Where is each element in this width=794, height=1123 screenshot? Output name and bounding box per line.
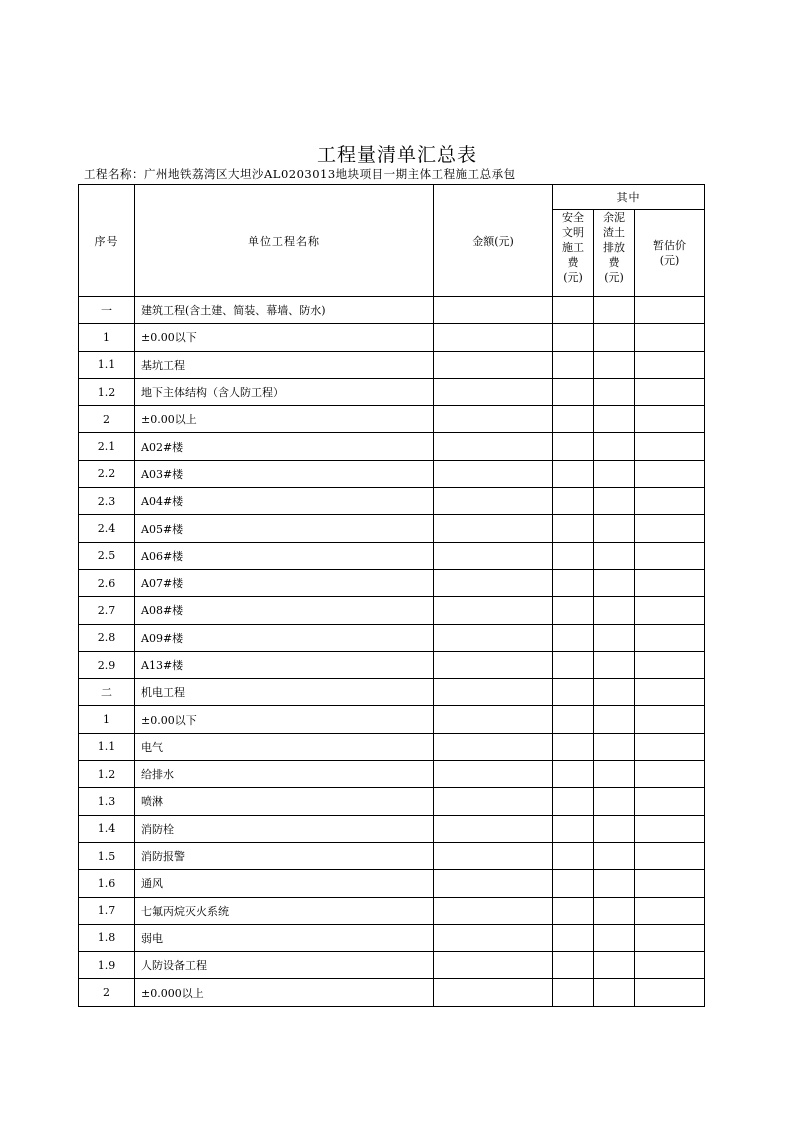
cell-provisional (635, 624, 705, 651)
cell-amount (434, 979, 553, 1006)
table-row (79, 433, 705, 460)
cell-seq: 1 (79, 324, 135, 351)
cell-unit-name: A07#楼 (135, 569, 434, 596)
cell-safety-fee (553, 815, 594, 842)
cell-unit-name: ±0.00以上 (135, 406, 434, 433)
cell-provisional (635, 706, 705, 733)
cell-provisional (635, 842, 705, 869)
cell-amount (434, 679, 553, 706)
cell-mud-fee (594, 624, 635, 651)
cell-provisional (635, 952, 705, 979)
bill-summary-table (78, 184, 705, 1007)
cell-seq: 2.2 (79, 460, 135, 487)
cell-unit-name: A03#楼 (135, 460, 434, 487)
cell-amount (434, 924, 553, 951)
cell-amount (434, 842, 553, 869)
cell-mud-fee (594, 924, 635, 951)
cell-mud-fee (594, 433, 635, 460)
cell-safety-fee (553, 842, 594, 869)
cell-mud-fee (594, 788, 635, 815)
cell-amount (434, 542, 553, 569)
cell-seq: 1.1 (79, 733, 135, 760)
cell-safety-fee (553, 460, 594, 487)
table-row (79, 624, 705, 651)
cell-provisional (635, 897, 705, 924)
cell-safety-fee (553, 870, 594, 897)
header-unit-name: 单位工程名称 (135, 185, 434, 297)
cell-amount (434, 624, 553, 651)
cell-provisional (635, 378, 705, 405)
cell-unit-name: 弱电 (135, 924, 434, 951)
cell-seq: 2 (79, 406, 135, 433)
table-row (79, 870, 705, 897)
cell-unit-name: A09#楼 (135, 624, 434, 651)
cell-provisional (635, 406, 705, 433)
cell-amount (434, 733, 553, 760)
cell-safety-fee (553, 542, 594, 569)
header-mud-fee: 余泥 渣土 排放 费 (元) (594, 210, 635, 297)
cell-seq: 1.7 (79, 897, 135, 924)
cell-unit-name: A05#楼 (135, 515, 434, 542)
cell-mud-fee (594, 378, 635, 405)
cell-mud-fee (594, 542, 635, 569)
cell-amount (434, 297, 553, 324)
cell-unit-name: ±0.00以下 (135, 706, 434, 733)
cell-amount (434, 515, 553, 542)
cell-provisional (635, 924, 705, 951)
cell-amount (434, 870, 553, 897)
cell-safety-fee (553, 515, 594, 542)
cell-safety-fee (553, 569, 594, 596)
table-row (79, 979, 705, 1006)
cell-provisional (635, 870, 705, 897)
header-row-top (79, 185, 705, 210)
cell-seq: 1.8 (79, 924, 135, 951)
cell-amount (434, 324, 553, 351)
cell-seq: 1.9 (79, 952, 135, 979)
table-row (79, 406, 705, 433)
cell-unit-name: 电气 (135, 733, 434, 760)
cell-safety-fee (553, 297, 594, 324)
cell-mud-fee (594, 460, 635, 487)
project-name-line: 工程名称：广州地铁荔湾区大坦沙AL0203013地块项目一期主体工程施工总承包 (84, 167, 516, 181)
cell-mud-fee (594, 870, 635, 897)
cell-safety-fee (553, 351, 594, 378)
cell-seq: 2.6 (79, 569, 135, 596)
cell-safety-fee (553, 624, 594, 651)
cell-safety-fee (553, 433, 594, 460)
cell-mud-fee (594, 297, 635, 324)
cell-provisional (635, 433, 705, 460)
cell-amount (434, 351, 553, 378)
cell-mud-fee (594, 324, 635, 351)
cell-provisional (635, 979, 705, 1006)
cell-safety-fee (553, 651, 594, 678)
cell-seq: 2.7 (79, 597, 135, 624)
cell-amount (434, 488, 553, 515)
cell-provisional (635, 460, 705, 487)
cell-seq: 1.2 (79, 378, 135, 405)
cell-seq: 2.1 (79, 433, 135, 460)
cell-seq: 2.9 (79, 651, 135, 678)
cell-unit-name: 建筑工程(含土建、简装、幕墙、防水) (135, 297, 434, 324)
cell-amount (434, 460, 553, 487)
cell-seq: 一 (79, 297, 135, 324)
cell-amount (434, 706, 553, 733)
cell-amount (434, 406, 553, 433)
cell-safety-fee (553, 979, 594, 1006)
cell-mud-fee (594, 815, 635, 842)
cell-provisional (635, 515, 705, 542)
table-row (79, 733, 705, 760)
cell-provisional (635, 651, 705, 678)
cell-seq: 1.3 (79, 788, 135, 815)
cell-mud-fee (594, 351, 635, 378)
cell-unit-name: ±0.00以下 (135, 324, 434, 351)
cell-provisional (635, 351, 705, 378)
cell-safety-fee (553, 597, 594, 624)
cell-unit-name: 基坑工程 (135, 351, 434, 378)
cell-safety-fee (553, 679, 594, 706)
cell-provisional (635, 597, 705, 624)
cell-unit-name: A06#楼 (135, 542, 434, 569)
cell-mud-fee (594, 761, 635, 788)
cell-provisional (635, 733, 705, 760)
cell-safety-fee (553, 924, 594, 951)
cell-provisional (635, 569, 705, 596)
cell-unit-name: A02#楼 (135, 433, 434, 460)
cell-unit-name: A13#楼 (135, 651, 434, 678)
cell-safety-fee (553, 952, 594, 979)
cell-safety-fee (553, 761, 594, 788)
cell-safety-fee (553, 706, 594, 733)
table-row (79, 460, 705, 487)
cell-provisional (635, 542, 705, 569)
cell-amount (434, 378, 553, 405)
cell-amount (434, 897, 553, 924)
cell-seq: 2.5 (79, 542, 135, 569)
cell-unit-name: 消防栓 (135, 815, 434, 842)
cell-provisional (635, 761, 705, 788)
cell-safety-fee (553, 788, 594, 815)
cell-provisional (635, 488, 705, 515)
table-row (79, 924, 705, 951)
table-row (79, 679, 705, 706)
table-row (79, 651, 705, 678)
cell-amount (434, 815, 553, 842)
cell-mud-fee (594, 842, 635, 869)
cell-safety-fee (553, 488, 594, 515)
cell-seq: 1.1 (79, 351, 135, 378)
table-row (79, 897, 705, 924)
table-row (79, 351, 705, 378)
cell-mud-fee (594, 733, 635, 760)
cell-amount (434, 761, 553, 788)
table-row (79, 706, 705, 733)
cell-safety-fee (553, 897, 594, 924)
cell-mud-fee (594, 488, 635, 515)
cell-provisional (635, 679, 705, 706)
document-title: 工程量清单汇总表 (316, 144, 477, 166)
cell-seq: 2 (79, 979, 135, 1006)
cell-mud-fee (594, 706, 635, 733)
cell-mud-fee (594, 515, 635, 542)
cell-amount (434, 433, 553, 460)
table-row (79, 297, 705, 324)
cell-amount (434, 569, 553, 596)
cell-unit-name: A04#楼 (135, 488, 434, 515)
cell-seq: 2.8 (79, 624, 135, 651)
table-row (79, 378, 705, 405)
cell-unit-name: ±0.000以上 (135, 979, 434, 1006)
cell-unit-name: 机电工程 (135, 679, 434, 706)
cell-seq: 1.2 (79, 761, 135, 788)
cell-unit-name: 通风 (135, 870, 434, 897)
cell-safety-fee (553, 378, 594, 405)
table-row (79, 952, 705, 979)
cell-provisional (635, 297, 705, 324)
cell-mud-fee (594, 679, 635, 706)
header-provisional: 暂估价 (元) (635, 210, 705, 297)
cell-mud-fee (594, 569, 635, 596)
cell-amount (434, 788, 553, 815)
header-safety-fee: 安全 文明 施工 费 (元) (553, 210, 594, 297)
cell-mud-fee (594, 406, 635, 433)
cell-mud-fee (594, 979, 635, 1006)
header-of-which: 其中 (553, 185, 705, 210)
cell-unit-name: 七氟丙烷灭火系统 (135, 897, 434, 924)
cell-provisional (635, 324, 705, 351)
cell-provisional (635, 815, 705, 842)
cell-seq: 2.3 (79, 488, 135, 515)
cell-amount (434, 952, 553, 979)
table-row (79, 569, 705, 596)
cell-seq: 1.6 (79, 870, 135, 897)
cell-unit-name: A08#楼 (135, 597, 434, 624)
cell-seq: 1.5 (79, 842, 135, 869)
table-row (79, 542, 705, 569)
cell-amount (434, 651, 553, 678)
header-seq: 序号 (79, 185, 135, 297)
table-row (79, 488, 705, 515)
cell-unit-name: 地下主体结构（含人防工程） (135, 378, 434, 405)
cell-unit-name: 喷淋 (135, 788, 434, 815)
table-row (79, 324, 705, 351)
header-amount: 金额(元) (434, 185, 553, 297)
cell-mud-fee (594, 952, 635, 979)
cell-mud-fee (594, 597, 635, 624)
cell-unit-name: 人防设备工程 (135, 952, 434, 979)
table-row (79, 761, 705, 788)
cell-safety-fee (553, 733, 594, 760)
table-row (79, 815, 705, 842)
cell-seq: 1 (79, 706, 135, 733)
table-row (79, 597, 705, 624)
cell-safety-fee (553, 406, 594, 433)
cell-mud-fee (594, 651, 635, 678)
table-row (79, 788, 705, 815)
cell-provisional (635, 788, 705, 815)
table-row (79, 515, 705, 542)
cell-unit-name: 给排水 (135, 761, 434, 788)
cell-amount (434, 597, 553, 624)
cell-safety-fee (553, 324, 594, 351)
cell-seq: 二 (79, 679, 135, 706)
table-row (79, 842, 705, 869)
cell-seq: 1.4 (79, 815, 135, 842)
cell-seq: 2.4 (79, 515, 135, 542)
cell-unit-name: 消防报警 (135, 842, 434, 869)
cell-mud-fee (594, 897, 635, 924)
